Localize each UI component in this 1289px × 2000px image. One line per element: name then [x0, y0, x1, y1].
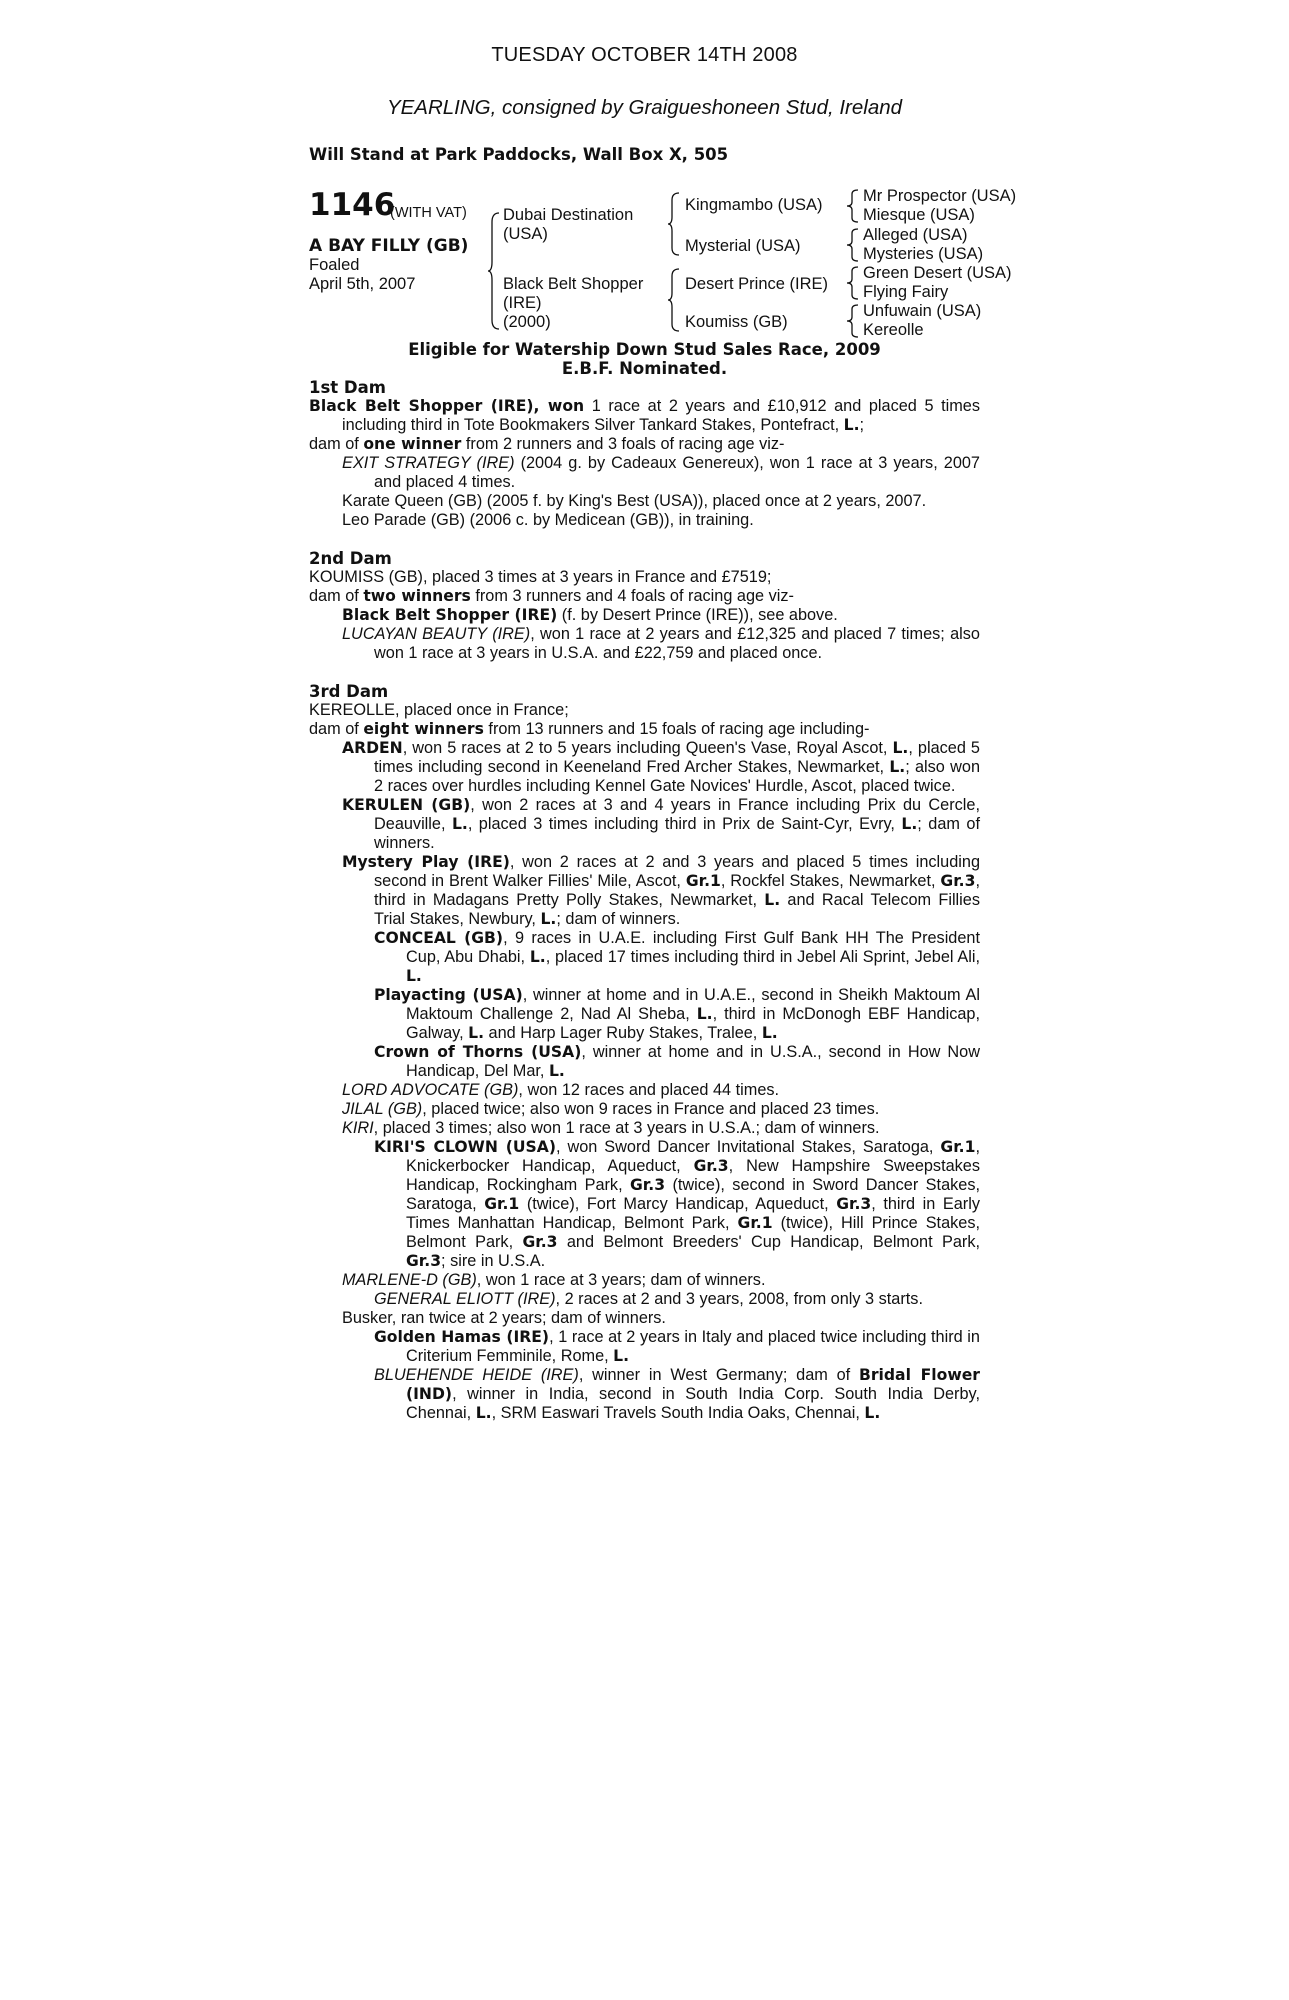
sire-country: (USA) — [503, 225, 548, 243]
produce-item: Playacting (USA), winner at home and in U.A.E., second in Sheikh Maktoum Al Maktoum Challenge 2, Nad Al Sheba, L., third in McDonogh EBF Handicap, Galway, L. and Harp Lager Ruby Stakes, Tralee, L. — [374, 986, 980, 1042]
gen3-brace-3 — [847, 266, 859, 300]
dam-name: Black Belt Shopper — [503, 275, 644, 293]
catalogue-text — [309, 378, 980, 1423]
produce-item: KIRI'S CLOWN (USA), won Sword Dancer Invitational Stakes, Saratoga, Gr.1, Knickerbocker Handicap, Aqueduct, Gr.3, New Hampshire Sweepstakes Handicap, Rockingham Park, Gr.3 (twice), second in Sword Dancer Stakes, Saratoga, Gr.1 (twice), Fort Marcy Handicap, Aqueduct, Gr.3, third in Early Times Manhattan Handicap, Belmont Park, Gr.1 (twice), Hill Prince Stakes, Belmont Park, Gr.3 and Belmont Breeders' Cup Handicap, Belmont Park, Gr.3; sire in U.S.A. — [374, 1138, 980, 1270]
ebf-nomination: E.B.F. Nominated. — [561, 359, 728, 378]
sire-dam: Mysterial (USA) — [685, 237, 801, 255]
spacer — [309, 663, 980, 682]
dam-sire: Desert Prince (IRE) — [685, 275, 829, 293]
foaled-date: April 5th, 2007 — [309, 275, 416, 293]
produce-item: Mystery Play (IRE), won 2 races at 2 and 3 years and placed 5 times including second in Brent Walker Fillies' Mile, Ascot, Gr.1, Rockfel Stakes, Newmarket, Gr.3, third in Madagans Pretty Polly Stakes, Newmarket, L. and Racal Telecom Fillies Trial Stakes, Newbury, L.; dam of winners. — [342, 853, 980, 928]
first-dam-heading: 1st Dam — [309, 378, 386, 397]
gen3-ancestor-2: Miesque (USA) — [863, 206, 975, 224]
gen3-ancestor-8: Kereolle — [863, 321, 924, 339]
gen3-brace-2 — [847, 228, 859, 262]
first-dam-produce-summary: dam of one winner from 2 runners and 3 foals of racing age viz- — [309, 435, 785, 453]
produce-item: LORD ADVOCATE (GB), won 12 races and placed 44 times. — [342, 1081, 780, 1099]
first-dam-record: Black Belt Shopper (IRE), won 1 race at 2 years and £10,912 and placed 5 times including third in Tote Bookmakers Silver Tankard Stakes, Pontefract, L.; — [309, 397, 980, 434]
produce-item: KERULEN (GB), won 2 races at 3 and 4 years in France including Prix du Cercle, Deauville, L., placed 3 times including third in Prix de Saint-Cyr, Evry, L.; dam of winners. — [342, 796, 980, 852]
sale-date: TUESDAY OCTOBER 14TH 2008 — [491, 44, 798, 66]
sire-name: Dubai Destination — [503, 206, 634, 224]
spacer — [309, 530, 980, 549]
produce-item: EXIT STRATEGY (IRE) (2004 g. by Cadeaux Genereux), won 1 race at 3 years, 2007 and placed 4 times. — [342, 454, 980, 491]
gen3-ancestor-5: Green Desert (USA) — [863, 264, 1012, 282]
dam-dam: Koumiss (GB) — [685, 313, 788, 331]
produce-item: KIRI, placed 3 times; also won 1 race at 3 years in U.S.A.; dam of winners. — [342, 1119, 880, 1137]
consignment-line: YEARLING, consigned by Graigueshoneen Stud, Ireland — [386, 96, 903, 119]
produce-item: GENERAL ELIOTT (IRE), 2 races at 2 and 3 years, 2008, from only 3 starts. — [374, 1290, 923, 1308]
eligibility-note — [0, 340, 1289, 378]
produce-item: Crown of Thorns (USA), winner at home and in U.S.A., second in How Now Handicap, Del Mar, L. — [374, 1043, 980, 1080]
produce-item: Black Belt Shopper (IRE) (f. by Desert Prince (IRE)), see above. — [342, 606, 838, 624]
third-dam-produce-summary: dam of eight winners from 13 runners and 15 foals of racing age including- — [309, 720, 870, 738]
third-dam-heading: 3rd Dam — [309, 682, 389, 701]
dam-country: (IRE) — [503, 294, 542, 312]
dam-line-brace — [668, 268, 680, 332]
produce-item: Karate Queen (GB) (2005 f. by King's Best (USA)), placed once at 2 years, 2007. — [342, 492, 927, 510]
eligibility-race: Eligible for Watership Down Stud Sales Race, 2009 — [408, 340, 881, 359]
produce-item: Busker, ran twice at 2 years; dam of winners. — [342, 1309, 666, 1327]
sire-dam-brace — [488, 212, 500, 330]
gen3-ancestor-1: Mr Prospector (USA) — [863, 187, 1017, 205]
lot-number: 1146 — [309, 187, 396, 223]
produce-item: BLUEHENDE HEIDE (IRE), winner in West Germany; dam of Bridal Flower (IND), winner in India, second in South India Corp. South India Derby, Chennai, L., SRM Easwari Travels South India Oaks, Chennai, L. — [374, 1366, 980, 1422]
gen3-brace-1 — [847, 189, 859, 223]
foaled-label: Foaled — [309, 256, 360, 274]
second-dam-produce-summary: dam of two winners from 3 runners and 4 foals of racing age viz- — [309, 587, 794, 605]
stand-location: Will Stand at Park Paddocks, Wall Box X, 505 — [309, 145, 729, 164]
gen3-ancestor-7: Unfuwain (USA) — [863, 302, 982, 320]
second-dam-record: KOUMISS (GB), placed 3 times at 3 years in France and £7519; — [309, 568, 772, 586]
sire-sire: Kingmambo (USA) — [685, 196, 823, 214]
dam-year: (2000) — [503, 313, 551, 331]
horse-description: A BAY FILLY (GB) — [309, 236, 469, 256]
gen3-ancestor-4: Mysteries (USA) — [863, 245, 984, 263]
gen3-ancestor-6: Flying Fairy — [863, 283, 949, 301]
produce-item: CONCEAL (GB), 9 races in U.A.E. including First Gulf Bank HH The President Cup, Abu Dhabi, L., placed 17 times including third in Jebel Ali Sprint, Jebel Ali, L. — [374, 929, 980, 985]
second-dam-heading: 2nd Dam — [309, 549, 392, 568]
produce-item: LUCAYAN BEAUTY (IRE), won 1 race at 2 years and £12,325 and placed 7 times; also won 1 race at 3 years in U.S.A. and £22,759 and placed once. — [342, 625, 980, 662]
third-dam-record: KEREOLLE, placed once in France; — [309, 701, 569, 719]
vat-note: (WITH VAT) — [390, 205, 467, 221]
first-dam-name: Black Belt Shopper (IRE), won — [309, 397, 585, 415]
produce-item: MARLENE-D (GB), won 1 race at 3 years; dam of winners. — [342, 1271, 766, 1289]
sire-line-brace — [668, 192, 680, 256]
gen3-ancestor-3: Alleged (USA) — [863, 226, 968, 244]
produce-item: Golden Hamas (IRE), 1 race at 2 years in Italy and placed twice including third in Criterium Femminile, Rome, L. — [374, 1328, 980, 1365]
gen3-brace-4 — [847, 304, 859, 338]
produce-item: ARDEN, won 5 races at 2 to 5 years including Queen's Vase, Royal Ascot, L., placed 5 times including second in Keeneland Fred Archer Stakes, Newmarket, L.; also won 2 races over hurdles including Kennel Gate Novices' Hurdle, Ascot, placed twice. — [342, 739, 981, 795]
produce-item: Leo Parade (GB) (2006 c. by Medicean (GB)), in training. — [342, 511, 754, 529]
produce-item: JILAL (GB), placed twice; also won 9 races in France and placed 23 times. — [342, 1100, 880, 1118]
